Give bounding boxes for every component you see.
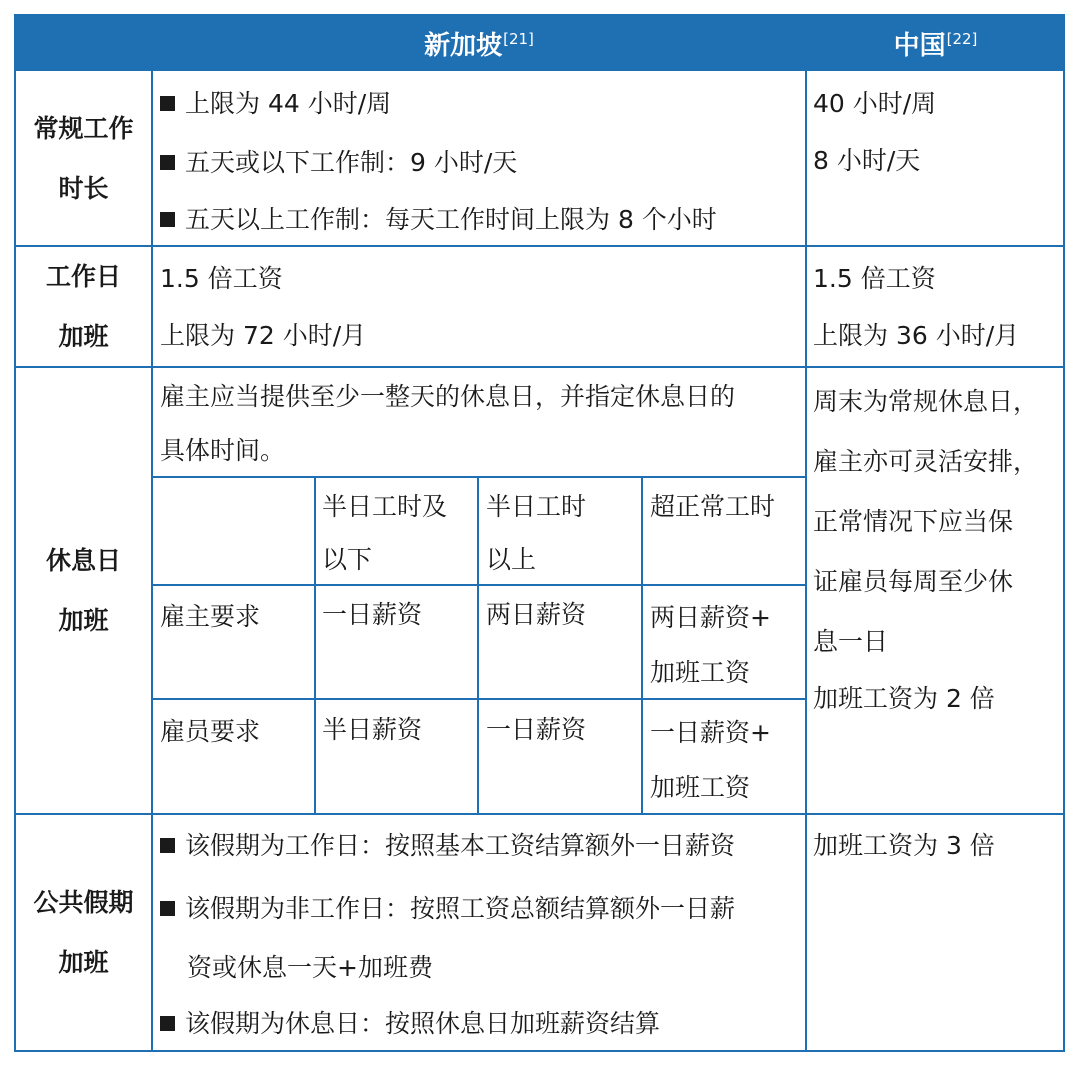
cn-regular-line: 8 小时/天 xyxy=(813,146,921,175)
row-label-line: 工作日 xyxy=(45,262,121,291)
sg-regular-item xyxy=(160,89,391,119)
row-label-workday-ot xyxy=(15,247,152,367)
sub-row-cell: 两日薪资+ xyxy=(650,603,771,632)
border-right xyxy=(1063,15,1065,1052)
row-label-holiday-ot xyxy=(15,815,152,1051)
border-col-china xyxy=(805,15,807,1052)
bullet-square-icon xyxy=(160,155,175,170)
sub-row-cell: 两日薪资 xyxy=(486,600,587,629)
border-left xyxy=(14,15,16,1052)
header-china-label: 中国 xyxy=(893,30,946,61)
subtable-row xyxy=(152,584,806,586)
subtable-col xyxy=(477,477,479,814)
bullet-square-icon xyxy=(160,901,175,916)
border-row xyxy=(14,366,1065,368)
border-bottom xyxy=(14,1050,1065,1052)
sg-restday-intro: 雇主应当提供至少一整天的休息日，并指定休息日的 xyxy=(160,382,736,411)
bullet-square-icon xyxy=(160,838,175,853)
cn-holiday-line: 加班工资为 3 倍 xyxy=(813,831,995,860)
sub-row-cell: 半日薪资 xyxy=(322,715,423,744)
bullet-square-icon xyxy=(160,96,175,111)
cn-regular-line: 40 小时/周 xyxy=(813,89,937,118)
row-label-line: 休息日 xyxy=(45,545,121,575)
sub-header-cell: 以上 xyxy=(486,545,537,574)
cn-restday-line: 证雇员每周至少休 xyxy=(813,567,1014,596)
cn-restday-line: 息一日 xyxy=(813,627,889,656)
sg-holiday-item xyxy=(160,831,735,861)
cn-workday-line: 上限为 36 小时/月 xyxy=(813,321,1020,350)
cn-restday-line: 正常情况下应当保 xyxy=(813,507,1014,536)
row-label-line: 时长 xyxy=(58,174,109,203)
header-singapore-label: 新加坡 xyxy=(424,30,503,61)
row-label-line: 加班 xyxy=(58,322,109,351)
sg-regular-item xyxy=(160,148,517,178)
sg-workday-line: 上限为 72 小时/月 xyxy=(160,321,367,350)
item-text: 上限为 44 小时/周 xyxy=(185,89,392,118)
item-text: 该假期为休息日：按照休息日加班薪资结算 xyxy=(185,1009,661,1038)
header-china xyxy=(806,15,1065,71)
sub-header-cell: 以下 xyxy=(322,545,373,574)
border-top xyxy=(14,14,1065,16)
item-text: 五天或以下工作制：9 小时/天 xyxy=(185,148,518,177)
header-china-ref: [22] xyxy=(946,30,978,48)
border-row xyxy=(14,245,1065,247)
sg-workday-line: 1.5 倍工资 xyxy=(160,264,283,293)
sub-row-cell: 一日薪资 xyxy=(486,715,587,744)
row-label-regular-hours xyxy=(15,72,152,246)
border-col-label xyxy=(151,15,153,1052)
header-singapore xyxy=(152,15,806,71)
bullet-square-icon xyxy=(160,212,175,227)
sg-holiday-item xyxy=(160,1009,660,1039)
row-label-line: 加班 xyxy=(58,948,109,977)
subtable-row xyxy=(152,476,806,478)
cn-workday-line: 1.5 倍工资 xyxy=(813,264,936,293)
sub-row-label: 雇主要求 xyxy=(160,602,261,631)
header-empty-cell xyxy=(15,15,152,71)
cn-restday-line: 雇主亦可灵活安排， xyxy=(813,447,1039,476)
item-text: 该假期为工作日：按照基本工资结算额外一日薪资 xyxy=(185,831,736,860)
sub-row-cell: 加班工资 xyxy=(650,773,751,802)
row-label-restday-ot xyxy=(15,367,152,814)
sub-header-cell: 半日工时 xyxy=(486,492,587,521)
sub-row-cell: 加班工资 xyxy=(650,658,751,687)
subtable-col xyxy=(314,477,316,814)
bullet-square-icon xyxy=(160,1016,175,1031)
row-label-line: 加班 xyxy=(58,605,109,635)
sub-header-cell: 超正常工时 xyxy=(650,492,776,521)
row-label-line: 常规工作 xyxy=(33,114,134,143)
sub-row-cell: 一日薪资 xyxy=(322,600,423,629)
sg-holiday-item-cont: 资或休息一天+加班费 xyxy=(187,953,433,982)
row-label-line: 公共假期 xyxy=(33,888,134,917)
cn-restday-line: 加班工资为 2 倍 xyxy=(813,684,995,713)
cn-restday-line: 周末为常规休息日， xyxy=(813,387,1039,416)
sub-header-cell: 半日工时及 xyxy=(322,492,448,521)
item-text: 五天以上工作制：每天工作时间上限为 8 个小时 xyxy=(185,205,717,234)
subtable-row xyxy=(152,698,806,700)
subtable-col xyxy=(641,477,643,814)
item-text: 该假期为非工作日：按照工资总额结算额外一日薪 xyxy=(185,894,736,923)
sub-row-cell: 一日薪资+ xyxy=(650,718,771,747)
sg-restday-intro: 具体时间。 xyxy=(160,436,286,465)
border-row xyxy=(14,813,1065,815)
header-singapore-ref: [21] xyxy=(503,30,534,48)
sg-holiday-item xyxy=(160,894,735,924)
sg-regular-item xyxy=(160,205,717,235)
sub-row-label: 雇员要求 xyxy=(160,717,261,746)
